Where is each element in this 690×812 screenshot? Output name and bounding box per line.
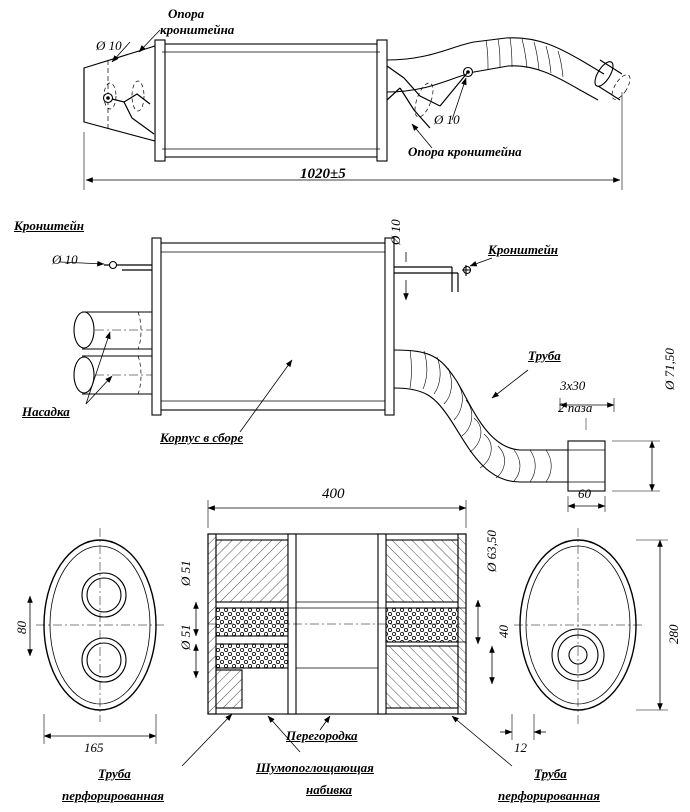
label-nabivka-line2: набивка: [306, 782, 353, 797]
label-truba-perf-left-line1: Труба: [98, 766, 131, 781]
dim-right-face-width: 12: [514, 740, 527, 755]
label-opora-kronshteina-top-line2: кронштейна: [160, 22, 235, 37]
label-opora-kronshteina-top-line1: Опора: [168, 6, 205, 21]
dim-inlet-pipe-2: Ø 51: [178, 624, 193, 650]
dim-slots-line1: 3x30: [560, 378, 586, 393]
label-truba-perf-left-line2: перфорированная: [62, 788, 164, 803]
dim-diam10-side-left: Ø 10: [52, 252, 78, 267]
dim-body-length: 400: [322, 486, 345, 502]
dim-wall-gap: 40: [496, 625, 511, 638]
dim-tip-diameter: Ø 71,50: [662, 348, 677, 390]
dim-diam10-iso-right: Ø 10: [434, 112, 460, 127]
dim-diam10-side-right: Ø 10: [388, 219, 403, 245]
label-nabivka-line1: Шумопоглощающая: [256, 760, 374, 775]
view-isometric: [84, 30, 634, 190]
dim-right-face-height: 280: [666, 624, 681, 644]
dim-overall-length: 1020±5: [300, 166, 346, 182]
view-side: [60, 238, 660, 512]
dim-left-face-height: 80: [14, 621, 29, 634]
label-kronshtein-right: Кронштейн: [488, 242, 559, 257]
dim-inlet-pipe-1: Ø 51: [178, 560, 193, 586]
dim-diam10-iso-left: Ø 10: [96, 38, 122, 53]
label-kronshtein-left: Кронштейн: [14, 218, 85, 233]
label-opora-kronshteina-bottom: Опора кронштейна: [408, 144, 522, 159]
label-truba-perf-right-line2: перфорированная: [498, 788, 600, 803]
label-korpus-v-sbore: Корпус в сборе: [160, 430, 244, 445]
label-truba: Труба: [528, 348, 561, 363]
dim-slots-line2: 2 паза: [558, 400, 593, 415]
view-face-right: [500, 528, 668, 740]
dim-left-face-width: 165: [84, 740, 104, 755]
dim-perf-pipe: Ø 63,50: [484, 530, 499, 572]
label-truba-perf-right-line1: Труба: [534, 766, 567, 781]
label-peregorodka: Перегородка: [286, 728, 358, 743]
dim-tip-length: 60: [578, 486, 591, 501]
view-face-left: [30, 528, 164, 744]
view-section: [182, 500, 512, 766]
label-nasadka: Насадка: [22, 404, 70, 419]
